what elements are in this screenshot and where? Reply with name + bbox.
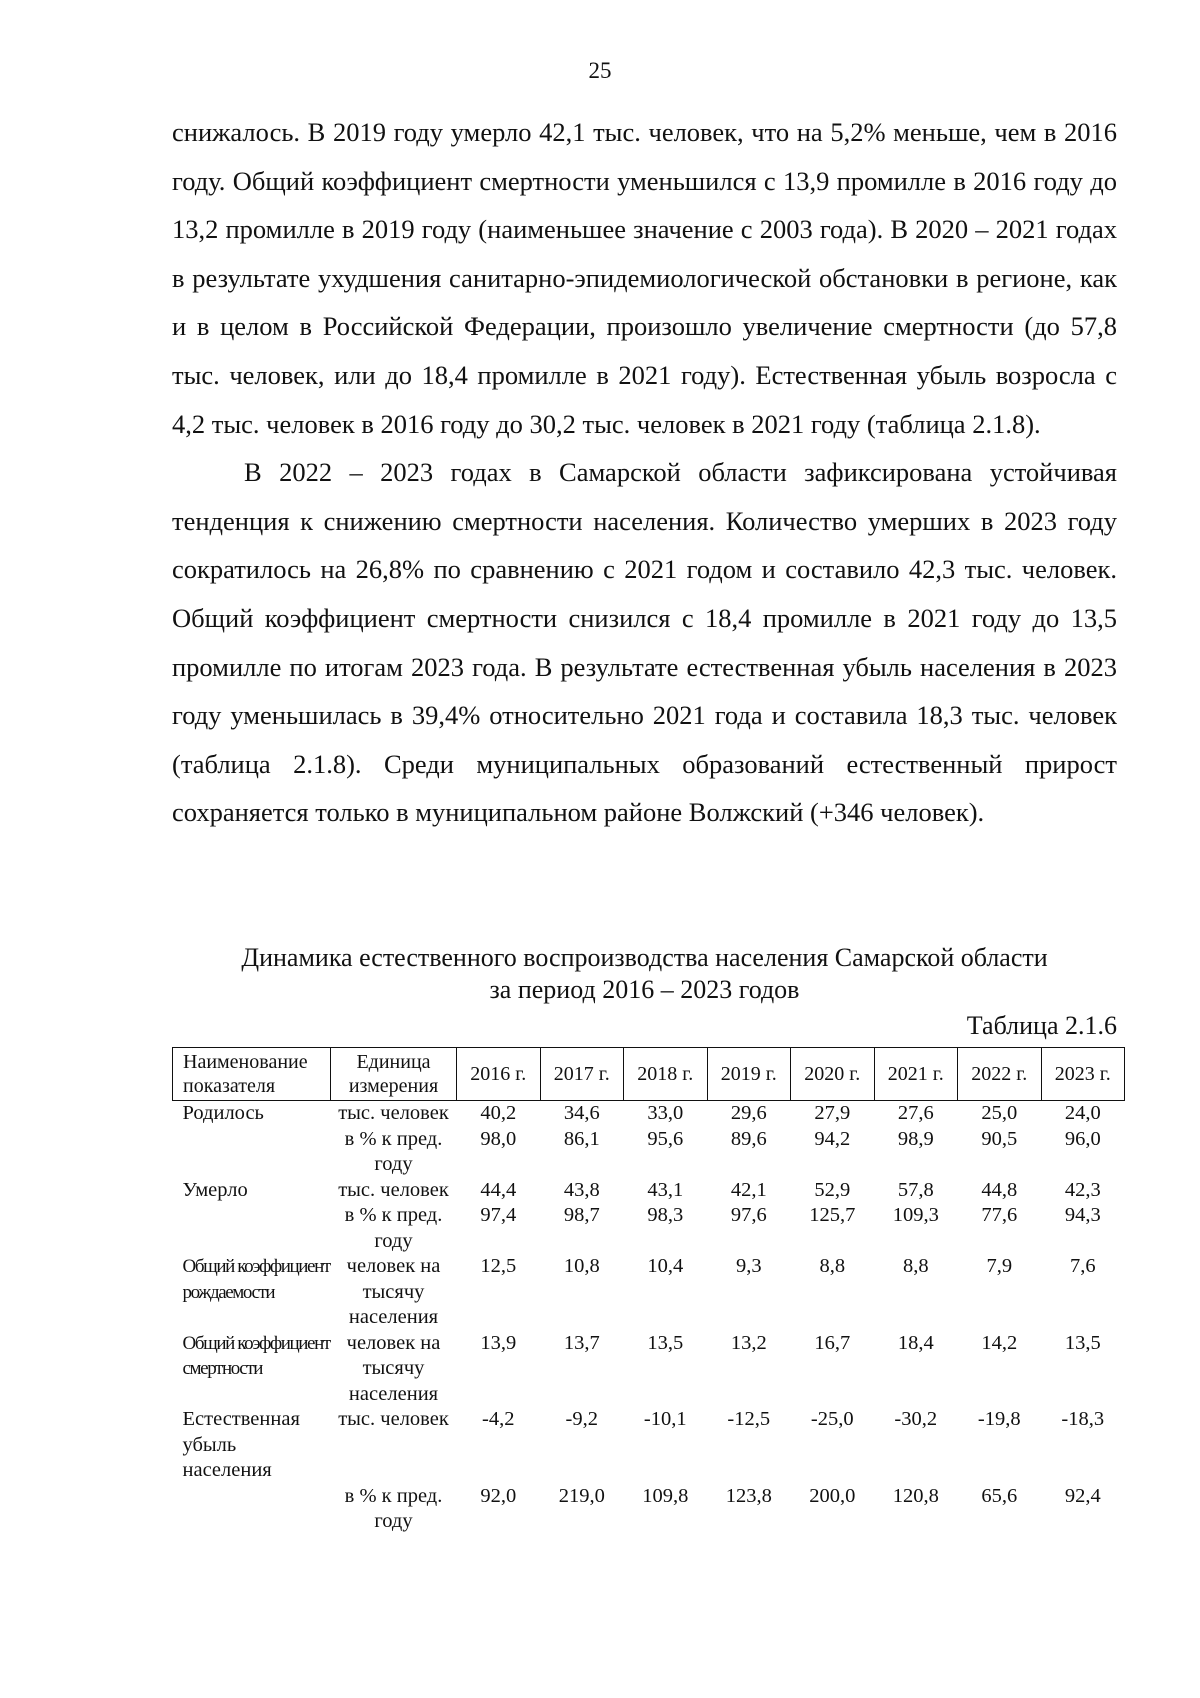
header-year: 2018 г.	[624, 1048, 708, 1101]
row-value: 33,0	[647, 1102, 684, 1124]
row-value: 12,5	[480, 1255, 517, 1277]
row-value: 219,0	[558, 1484, 605, 1507]
table-row	[173, 1203, 1125, 1254]
row-value: 65,6	[981, 1484, 1018, 1507]
row-indicator	[173, 1127, 331, 1178]
row-indicator	[173, 1484, 331, 1535]
row-value: -18,3	[1061, 1408, 1105, 1430]
row-value: 98,3	[647, 1204, 684, 1226]
demographics-table	[172, 1047, 1125, 1535]
row-value: 109,3	[892, 1204, 939, 1226]
row-unit: в % к пред. году	[344, 1484, 443, 1532]
header-year: 2020 г.	[791, 1048, 875, 1101]
row-value: 24,0	[1064, 1102, 1101, 1124]
body-text	[172, 108, 1117, 837]
row-value: -19,8	[977, 1408, 1021, 1430]
row-value: 96,0	[1064, 1127, 1101, 1150]
row-value: 43,8	[563, 1178, 600, 1201]
row-value: -4,2	[482, 1408, 515, 1430]
row-value: 94,2	[814, 1127, 851, 1150]
table-header-row	[173, 1048, 1125, 1101]
table-row	[173, 1101, 1125, 1127]
header-year: 2019 г.	[707, 1048, 791, 1101]
row-value: 98,9	[897, 1127, 934, 1150]
row-value: 98,0	[480, 1127, 517, 1150]
row-value: 52,9	[814, 1178, 851, 1201]
row-value: 94,3	[1064, 1204, 1101, 1226]
row-indicator: Родилось	[182, 1102, 264, 1124]
row-value: 95,6	[647, 1127, 684, 1150]
row-unit: человек на тысячу населения	[346, 1331, 441, 1405]
row-value: 14,2	[981, 1331, 1018, 1354]
row-value: 13,2	[730, 1331, 767, 1354]
row-value: 43,1	[647, 1178, 684, 1201]
row-indicator	[173, 1203, 331, 1254]
row-unit: тыс. человек	[338, 1178, 449, 1201]
row-unit: в % к пред. году	[344, 1127, 443, 1175]
table-row	[173, 1127, 1125, 1178]
row-value: 44,8	[981, 1178, 1018, 1201]
row-value: 29,6	[730, 1102, 767, 1124]
row-value: 13,5	[1064, 1331, 1101, 1354]
row-value: 16,7	[814, 1331, 851, 1354]
row-value: 90,5	[981, 1127, 1018, 1150]
row-value: 120,8	[892, 1484, 939, 1507]
row-value: 27,9	[814, 1102, 851, 1124]
header-unit: Единица измерения	[331, 1048, 457, 1101]
row-unit: в % к пред. году	[344, 1204, 443, 1252]
row-value: -9,2	[565, 1408, 598, 1430]
header-year: 2017 г.	[540, 1048, 624, 1101]
paragraph-2: В 2022 – 2023 годах в Самарской области зафиксирована устойчивая тенденция к снижению смертности населения. Количество умерших в 2023 году сократилось на 26,8% по сравнению с 2021 годом и составило 42,3 тыс. человек. Общий коэффициент смертности снизился с 18,4 промилле в 2021 году до 13,5 промилле по итогам 2023 года. В результате естественная убыль населения в 2023 году уменьшилась в 39,4% относительно 2021 года и составила 18,3 тыс. человек (таблица 2.1.8). Среди муниципальных образований естественный прирост сохраняется только в муниципальном районе Волжский (+346 человек).	[172, 457, 1117, 828]
row-value: 10,4	[647, 1255, 684, 1277]
row-value: 57,8	[897, 1178, 934, 1201]
header-year: 2016 г.	[457, 1048, 541, 1101]
row-value: 42,1	[730, 1178, 767, 1201]
row-value: -12,5	[727, 1408, 771, 1430]
row-value: 40,2	[480, 1102, 517, 1124]
row-value: 25,0	[981, 1102, 1018, 1124]
row-value: 7,6	[1069, 1255, 1096, 1277]
table-row	[173, 1331, 1125, 1408]
table-row	[173, 1254, 1125, 1331]
row-value: 10,8	[563, 1255, 600, 1277]
row-value: 34,6	[563, 1102, 600, 1124]
row-value: 97,6	[730, 1204, 767, 1226]
table-row	[173, 1484, 1125, 1535]
row-value: 92,4	[1064, 1484, 1101, 1507]
row-value: 13,7	[563, 1331, 600, 1354]
row-value: 123,8	[725, 1484, 772, 1507]
row-unit: тыс. человек	[338, 1408, 449, 1430]
row-unit: тыс. человек	[338, 1102, 449, 1124]
row-value: 92,0	[480, 1484, 517, 1507]
row-value: 42,3	[1064, 1178, 1101, 1201]
row-value: 7,9	[986, 1255, 1013, 1277]
row-value: 9,3	[735, 1255, 762, 1277]
row-value: 97,4	[480, 1204, 517, 1226]
row-value: 98,7	[563, 1204, 600, 1226]
table-title-line-2: за период 2016 – 2023 годов	[489, 975, 800, 1004]
table-row	[173, 1178, 1125, 1204]
row-indicator: Общий коэффициент рождаемости	[182, 1256, 330, 1303]
row-value: -25,0	[810, 1408, 854, 1430]
table-title-line-1: Динамика естественного воспроизводства населения Самарской области	[241, 943, 1048, 972]
row-value: 8,8	[819, 1255, 846, 1277]
header-year: 2023 г.	[1041, 1048, 1125, 1101]
table-title	[172, 942, 1117, 1006]
row-value: 109,8	[642, 1484, 689, 1507]
page-number: 25	[588, 58, 612, 83]
row-value: 125,7	[809, 1204, 856, 1226]
row-value: -10,1	[643, 1408, 687, 1430]
row-value: 27,6	[897, 1102, 934, 1124]
paragraph-1: снижалось. В 2019 году умерло 42,1 тыс. человек, что на 5,2% меньше, чем в 2016 году. Общий коэффициент смертности уменьшился с 13,9 промилле в 2016 году до 13,2 промилле в 2019 году (наименьшее значение с 2003 года). В 2020 – 2021 годах в результате ухудшения санитарно-эпидемиологической обстановки в регионе, как и в целом в Российской Федерации, произошло увеличение смертности (до 57,8 тыс. человек, или до 18,4 промилле в 2021 году). Естественная убыль возросла с 4,2 тыс. человек в 2016 году до 30,2 тыс. человек в 2021 году (таблица 2.1.8).	[172, 117, 1117, 439]
row-value: 13,9	[480, 1331, 517, 1354]
row-value: 44,4	[480, 1178, 517, 1201]
row-indicator: Общий коэффициент смертности	[182, 1332, 330, 1379]
header-indicator: Наименование показателя	[173, 1048, 331, 1101]
row-value: 8,8	[902, 1255, 929, 1277]
row-indicator: Естественная убыль населения	[182, 1408, 300, 1481]
row-value: 18,4	[897, 1331, 934, 1354]
row-value: 77,6	[981, 1204, 1018, 1226]
row-value: 86,1	[563, 1127, 600, 1150]
table-row	[173, 1407, 1125, 1484]
row-indicator: Умерло	[182, 1178, 248, 1201]
row-value: 89,6	[730, 1127, 767, 1150]
table-number: Таблица 2.1.6	[966, 1011, 1117, 1040]
header-year: 2021 г.	[874, 1048, 958, 1101]
row-value: -30,2	[894, 1408, 938, 1430]
row-value: 200,0	[809, 1484, 856, 1507]
row-value: 13,5	[647, 1331, 684, 1354]
header-year: 2022 г.	[958, 1048, 1042, 1101]
row-unit: человек на тысячу населения	[346, 1255, 441, 1328]
